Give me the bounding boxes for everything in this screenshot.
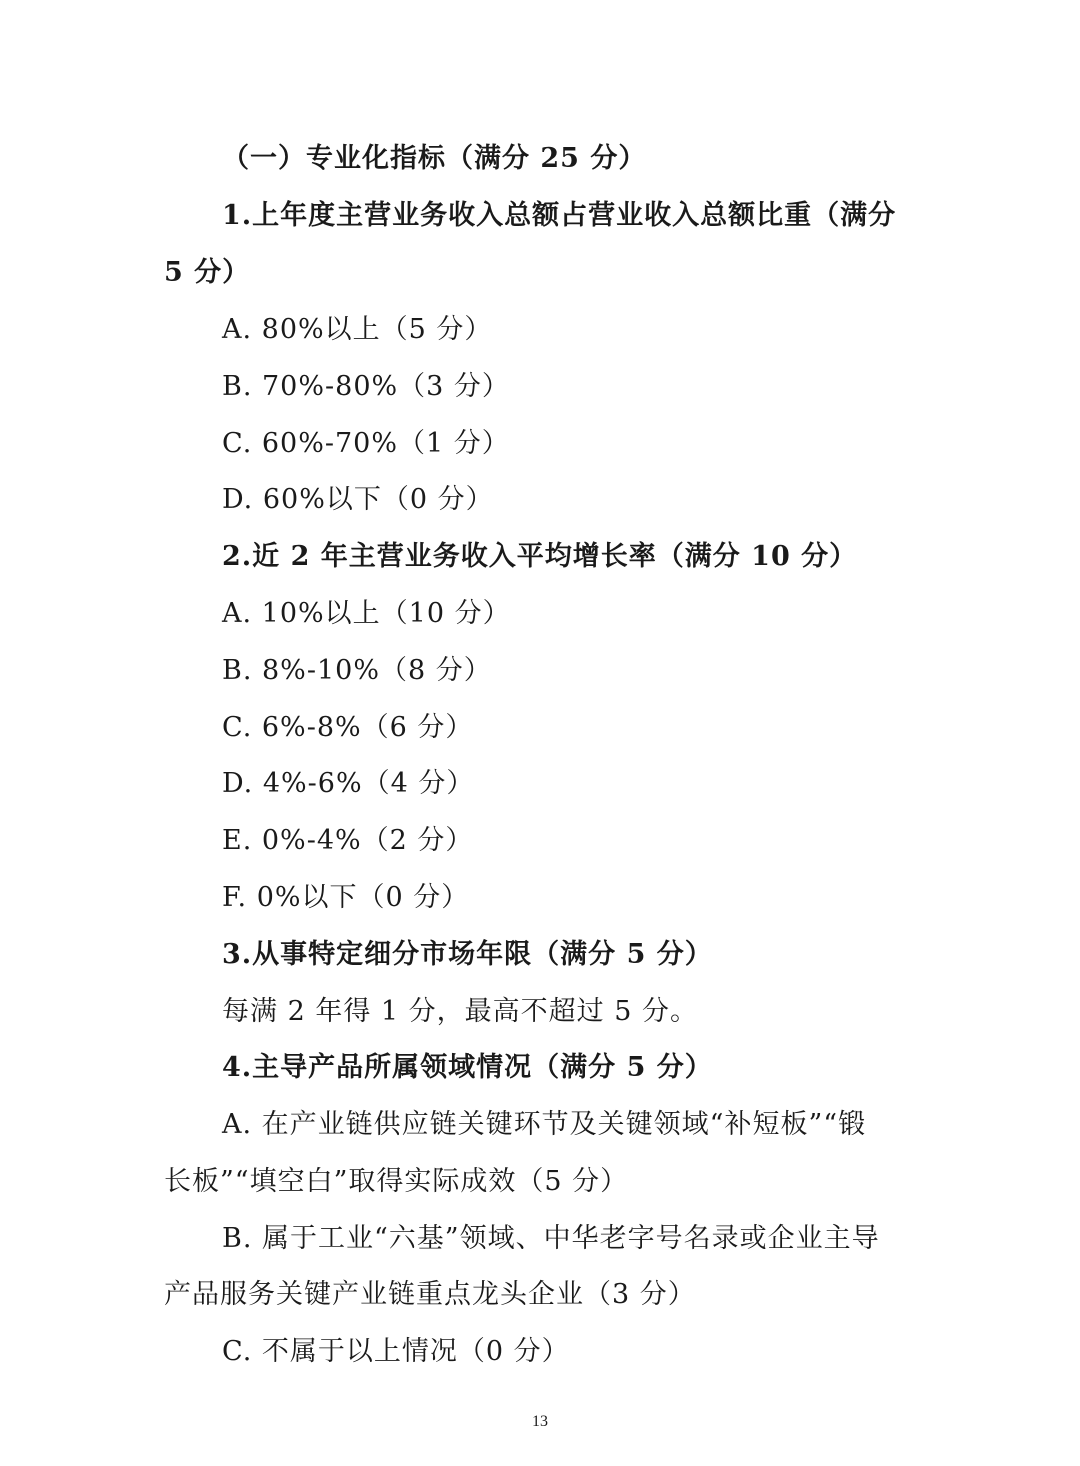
item-4-option-b-line-1: B. 属于工业“六基”领域、中华老字号名录或企业主导	[222, 1223, 880, 1254]
item-2-option-d: D. 4%-6%（4 分）	[222, 768, 475, 799]
item-2-option-e: E. 0%-4%（2 分）	[222, 825, 474, 856]
item-1-option-b: B. 70%-80%（3 分）	[222, 371, 510, 402]
item-2-option-f: F. 0%以下（0 分）	[222, 882, 470, 913]
item-3-heading: 3.从事特定细分市场年限（满分 5 分）	[222, 939, 713, 970]
item-4-option-a-line-1: A. 在产业链供应链关键环节及关键领域“补短板”“锻	[222, 1109, 867, 1140]
item-1-option-d: D. 60%以下（0 分）	[222, 484, 494, 515]
item-1-option-c: C. 60%-70%（1 分）	[222, 428, 510, 459]
page-number: 13	[532, 1413, 548, 1430]
item-4-option-b-line-2: 产品服务关键产业链重点龙头企业（3 分）	[164, 1279, 696, 1310]
item-2-option-b: B. 8%-10%（8 分）	[222, 655, 492, 686]
item-2-option-a: A. 10%以上（10 分）	[222, 598, 511, 629]
item-3-text: 每满 2 年得 1 分，最高不超过 5 分。	[222, 996, 699, 1027]
item-2-heading: 2.近 2 年主营业务收入平均增长率（满分 10 分）	[222, 541, 858, 572]
item-1-heading-line-2: 5 分）	[164, 257, 251, 288]
item-4-option-a-line-2: 长板”“填空白”取得实际成效（5 分）	[164, 1166, 629, 1197]
item-4-heading: 4.主导产品所属领域情况（满分 5 分）	[222, 1052, 713, 1083]
item-4-option-c: C. 不属于以上情况（0 分）	[222, 1336, 570, 1367]
item-1-heading-line-1: 1.上年度主营业务收入总额占营业收入总额比重（满分	[222, 200, 897, 231]
section-title: （一）专业化指标（满分 25 分）	[222, 143, 647, 174]
item-1-option-a: A. 80%以上（5 分）	[222, 314, 493, 345]
item-2-option-c: C. 6%-8%（6 分）	[222, 712, 474, 743]
